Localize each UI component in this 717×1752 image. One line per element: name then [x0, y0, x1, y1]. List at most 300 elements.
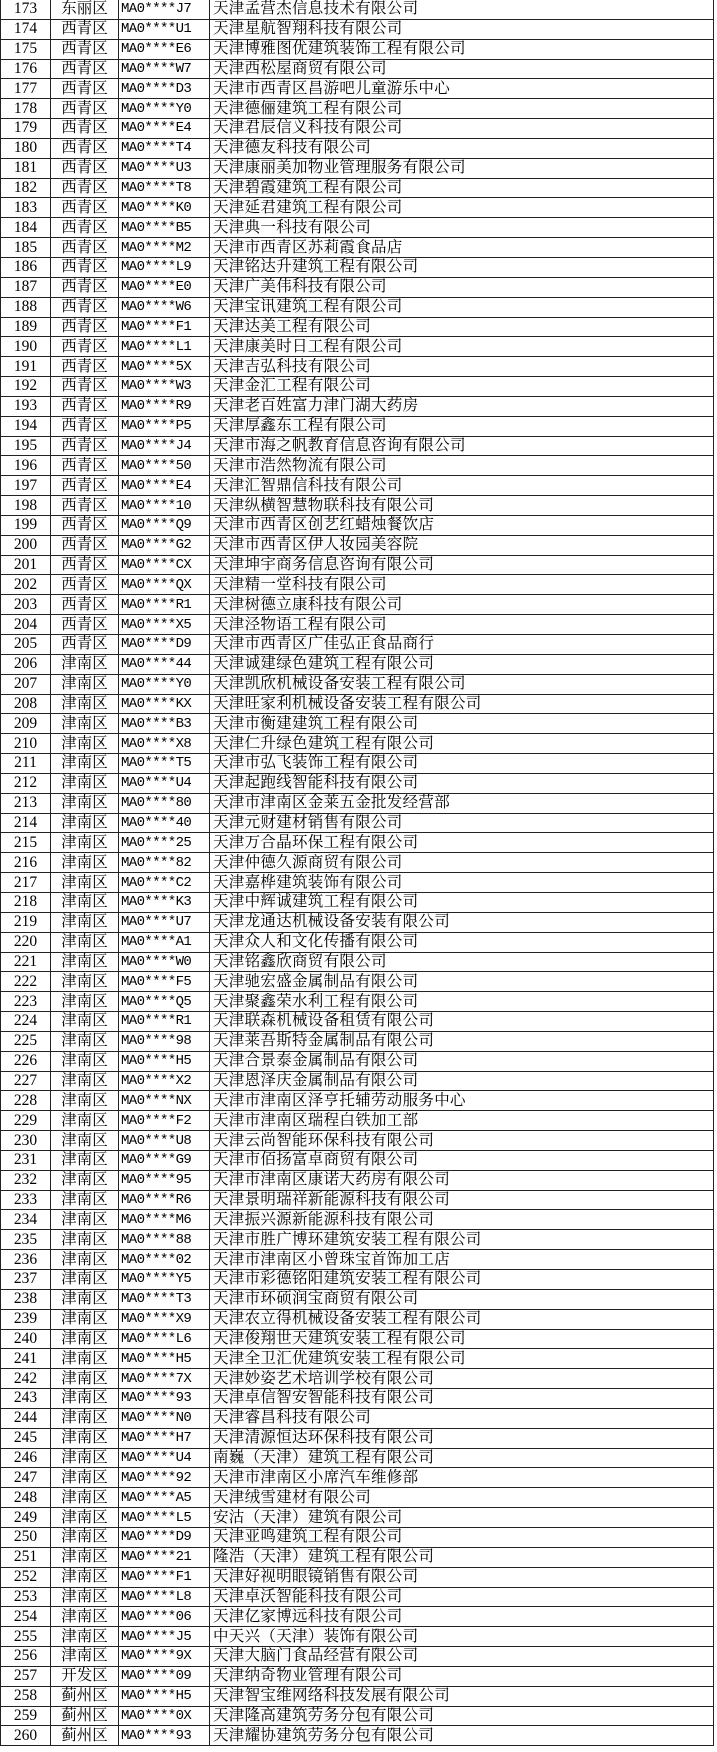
- district-cell: 西青区: [51, 257, 119, 277]
- district-cell: 东丽区: [51, 0, 119, 19]
- company-name-cell: 天津智宝维网络科技发展有限公司: [210, 1686, 714, 1706]
- table-row: [1, 1547, 714, 1567]
- table-row: [1, 1150, 714, 1170]
- credit-code-cell: MA0****T3: [119, 1289, 210, 1309]
- district-cell: 津南区: [51, 1270, 119, 1290]
- row-number-cell: 190: [1, 337, 51, 357]
- district-cell: 津南区: [51, 773, 119, 793]
- row-number-cell: 180: [1, 138, 51, 158]
- district-cell: 津南区: [51, 1349, 119, 1369]
- district-cell: 西青区: [51, 39, 119, 59]
- table-row: [1, 218, 714, 238]
- table-row: [1, 932, 714, 952]
- table-row: [1, 793, 714, 813]
- row-number-cell: 208: [1, 694, 51, 714]
- row-number-cell: 241: [1, 1349, 51, 1369]
- credit-code-cell: MA0****QX: [119, 575, 210, 595]
- company-name-cell: 天津元财建材销售有限公司: [210, 813, 714, 833]
- table-row: [1, 1527, 714, 1547]
- company-name-cell: 天津市西青区昌游吧儿童游乐中心: [210, 79, 714, 99]
- district-cell: 西青区: [51, 555, 119, 575]
- row-number-cell: 198: [1, 496, 51, 516]
- district-cell: 津南区: [51, 1647, 119, 1667]
- credit-code-cell: MA0****K3: [119, 892, 210, 912]
- credit-code-cell: MA0****Y0: [119, 99, 210, 119]
- table-row: [1, 337, 714, 357]
- row-number-cell: 201: [1, 555, 51, 575]
- row-number-cell: 186: [1, 257, 51, 277]
- row-number-cell: 227: [1, 1071, 51, 1091]
- row-number-cell: 246: [1, 1448, 51, 1468]
- row-number-cell: 203: [1, 595, 51, 615]
- table-row: [1, 754, 714, 774]
- district-cell: 西青区: [51, 436, 119, 456]
- row-number-cell: 184: [1, 218, 51, 238]
- company-name-cell: 天津德友科技有限公司: [210, 138, 714, 158]
- company-name-cell: 天津典一科技有限公司: [210, 218, 714, 238]
- row-number-cell: 197: [1, 476, 51, 496]
- district-cell: 津南区: [51, 1389, 119, 1409]
- row-number-cell: 232: [1, 1170, 51, 1190]
- credit-code-cell: MA0****F2: [119, 1111, 210, 1131]
- credit-code-cell: MA0****7X: [119, 1369, 210, 1389]
- table-row: [1, 1726, 714, 1746]
- table-row: [1, 357, 714, 377]
- table-row: [1, 1329, 714, 1349]
- company-name-cell: 天津市津南区康诺大药房有限公司: [210, 1170, 714, 1190]
- table-row: [1, 277, 714, 297]
- company-name-cell: 天津市西青区广佳弘正食品商行: [210, 635, 714, 655]
- credit-code-cell: MA0****50: [119, 456, 210, 476]
- row-number-cell: 182: [1, 178, 51, 198]
- credit-code-cell: MA0****U1: [119, 19, 210, 39]
- district-cell: 津南区: [51, 992, 119, 1012]
- credit-code-cell: MA0****80: [119, 793, 210, 813]
- credit-code-cell: MA0****X8: [119, 734, 210, 754]
- row-number-cell: 223: [1, 992, 51, 1012]
- company-name-cell: 南巍（天津）建筑工程有限公司: [210, 1448, 714, 1468]
- company-name-cell: 天津妙姿艺术培训学校有限公司: [210, 1369, 714, 1389]
- row-number-cell: 251: [1, 1547, 51, 1567]
- row-number-cell: 210: [1, 734, 51, 754]
- table-row: [1, 992, 714, 1012]
- table-row: [1, 1468, 714, 1488]
- row-number-cell: 242: [1, 1369, 51, 1389]
- credit-code-cell: MA0****09: [119, 1666, 210, 1686]
- district-cell: 西青区: [51, 595, 119, 615]
- row-number-cell: 207: [1, 674, 51, 694]
- table-row: [1, 654, 714, 674]
- company-name-cell: 天津市津南区小席汽车维修部: [210, 1468, 714, 1488]
- credit-code-cell: MA0****98: [119, 1031, 210, 1051]
- company-name-cell: 天津市衡建建筑工程有限公司: [210, 714, 714, 734]
- district-cell: 津南区: [51, 694, 119, 714]
- row-number-cell: 176: [1, 59, 51, 79]
- table-row: [1, 178, 714, 198]
- row-number-cell: 175: [1, 39, 51, 59]
- credit-code-cell: MA0****F1: [119, 317, 210, 337]
- credit-code-cell: MA0****W0: [119, 952, 210, 972]
- company-name-cell: 天津全卫汇优建筑安装工程有限公司: [210, 1349, 714, 1369]
- company-name-cell: 天津金汇工程有限公司: [210, 377, 714, 397]
- credit-code-cell: MA0****B5: [119, 218, 210, 238]
- company-name-cell: 天津仲德久源商贸有限公司: [210, 853, 714, 873]
- table-row: [1, 853, 714, 873]
- credit-code-cell: MA0****U7: [119, 912, 210, 932]
- table-row: [1, 79, 714, 99]
- company-name-cell: 中天兴（天津）装饰有限公司: [210, 1627, 714, 1647]
- row-number-cell: 178: [1, 99, 51, 119]
- row-number-cell: 213: [1, 793, 51, 813]
- credit-code-cell: MA0****X2: [119, 1071, 210, 1091]
- district-cell: 津南区: [51, 932, 119, 952]
- credit-code-cell: MA0****5X: [119, 357, 210, 377]
- credit-code-cell: MA0****X5: [119, 615, 210, 635]
- district-cell: 津南区: [51, 813, 119, 833]
- credit-code-cell: MA0****F1: [119, 1567, 210, 1587]
- table-row: [1, 714, 714, 734]
- credit-code-cell: MA0****A5: [119, 1488, 210, 1508]
- table-row: [1, 1627, 714, 1647]
- company-name-cell: 天津市佰扬富卓商贸有限公司: [210, 1150, 714, 1170]
- credit-code-cell: MA0****D9: [119, 635, 210, 655]
- credit-code-cell: MA0****L6: [119, 1329, 210, 1349]
- table-row: [1, 674, 714, 694]
- company-name-cell: 天津万合晶环保工程有限公司: [210, 833, 714, 853]
- credit-code-cell: MA0****M2: [119, 238, 210, 258]
- credit-code-cell: MA0****10: [119, 496, 210, 516]
- credit-code-cell: MA0****93: [119, 1726, 210, 1746]
- district-cell: 津南区: [51, 912, 119, 932]
- company-name-cell: 天津市津南区泽亨托辅劳动服务中心: [210, 1091, 714, 1111]
- credit-code-cell: MA0****W6: [119, 297, 210, 317]
- row-number-cell: 244: [1, 1408, 51, 1428]
- credit-code-cell: MA0****KX: [119, 694, 210, 714]
- district-cell: 津南区: [51, 1012, 119, 1032]
- credit-code-cell: MA0****82: [119, 853, 210, 873]
- row-number-cell: 234: [1, 1210, 51, 1230]
- district-cell: 津南区: [51, 1051, 119, 1071]
- company-name-cell: 天津西松屋商贸有限公司: [210, 59, 714, 79]
- row-number-cell: 238: [1, 1289, 51, 1309]
- row-number-cell: 195: [1, 436, 51, 456]
- table-row: [1, 1587, 714, 1607]
- table-row: [1, 813, 714, 833]
- row-number-cell: 192: [1, 377, 51, 397]
- district-cell: 津南区: [51, 1627, 119, 1647]
- row-number-cell: 229: [1, 1111, 51, 1131]
- credit-code-cell: MA0****X9: [119, 1309, 210, 1329]
- district-cell: 津南区: [51, 892, 119, 912]
- company-name-cell: 隆浩（天津）建筑工程有限公司: [210, 1547, 714, 1567]
- company-name-cell: 天津耀协建筑劳务分包有限公司: [210, 1726, 714, 1746]
- table-row: [1, 476, 714, 496]
- table-row: [1, 1270, 714, 1290]
- table-row: [1, 575, 714, 595]
- row-number-cell: 216: [1, 853, 51, 873]
- company-name-cell: 天津清源恒达环保科技有限公司: [210, 1428, 714, 1448]
- row-number-cell: 224: [1, 1012, 51, 1032]
- row-number-cell: 188: [1, 297, 51, 317]
- company-name-cell: 天津亿家博远科技有限公司: [210, 1607, 714, 1627]
- credit-code-cell: MA0****95: [119, 1170, 210, 1190]
- row-number-cell: 235: [1, 1230, 51, 1250]
- row-number-cell: 191: [1, 357, 51, 377]
- district-cell: 西青区: [51, 59, 119, 79]
- row-number-cell: 200: [1, 535, 51, 555]
- credit-code-cell: MA0****T5: [119, 754, 210, 774]
- company-name-cell: 天津星航智翔科技有限公司: [210, 19, 714, 39]
- table-row: [1, 873, 714, 893]
- district-cell: 津南区: [51, 1527, 119, 1547]
- table-row: [1, 257, 714, 277]
- district-cell: 津南区: [51, 1210, 119, 1230]
- company-name-cell: 天津仁升绿色建筑工程有限公司: [210, 734, 714, 754]
- table-row: [1, 396, 714, 416]
- district-cell: 津南区: [51, 714, 119, 734]
- credit-code-cell: MA0****M6: [119, 1210, 210, 1230]
- district-cell: 西青区: [51, 535, 119, 555]
- company-name-cell: 天津市弘飞装饰工程有限公司: [210, 754, 714, 774]
- table-row: [1, 119, 714, 139]
- credit-code-cell: MA0****J5: [119, 1627, 210, 1647]
- row-number-cell: 231: [1, 1150, 51, 1170]
- table-row: [1, 1666, 714, 1686]
- table-row: [1, 833, 714, 853]
- table-row: [1, 59, 714, 79]
- row-number-cell: 206: [1, 654, 51, 674]
- district-cell: 西青区: [51, 456, 119, 476]
- row-number-cell: 236: [1, 1250, 51, 1270]
- table-row: [1, 496, 714, 516]
- company-name-cell: 天津嘉桦建筑装饰有限公司: [210, 873, 714, 893]
- company-name-cell: 天津市彩德铭阳建筑安装工程有限公司: [210, 1270, 714, 1290]
- company-name-cell: 天津纵横智慧物联科技有限公司: [210, 496, 714, 516]
- district-cell: 西青区: [51, 357, 119, 377]
- company-name-cell: 天津驰宏盛金属制品有限公司: [210, 972, 714, 992]
- company-name-cell: 天津俊翔世天建筑安装工程有限公司: [210, 1329, 714, 1349]
- district-cell: 津南区: [51, 1408, 119, 1428]
- company-name-cell: 天津莱吾斯特金属制品有限公司: [210, 1031, 714, 1051]
- credit-code-cell: MA0****H5: [119, 1349, 210, 1369]
- district-cell: 津南区: [51, 1448, 119, 1468]
- table-row: [1, 1170, 714, 1190]
- district-cell: 西青区: [51, 635, 119, 655]
- row-number-cell: 250: [1, 1527, 51, 1547]
- company-name-cell: 天津市胜广博环建筑安装工程有限公司: [210, 1230, 714, 1250]
- table-row: [1, 1508, 714, 1528]
- row-number-cell: 233: [1, 1190, 51, 1210]
- table-row: [1, 912, 714, 932]
- district-cell: 津南区: [51, 1150, 119, 1170]
- row-number-cell: 199: [1, 515, 51, 535]
- row-number-cell: 177: [1, 79, 51, 99]
- district-cell: 津南区: [51, 1131, 119, 1151]
- row-number-cell: 173: [1, 0, 51, 19]
- credit-code-cell: MA0****CX: [119, 555, 210, 575]
- row-number-cell: 256: [1, 1647, 51, 1667]
- credit-code-cell: MA0****T4: [119, 138, 210, 158]
- credit-code-cell: MA0****Q5: [119, 992, 210, 1012]
- row-number-cell: 240: [1, 1329, 51, 1349]
- table-row: [1, 198, 714, 218]
- company-name-cell: 天津聚鑫荣水利工程有限公司: [210, 992, 714, 1012]
- company-name-cell: 天津铭鑫欣商贸有限公司: [210, 952, 714, 972]
- credit-code-cell: MA0****D9: [119, 1527, 210, 1547]
- row-number-cell: 243: [1, 1389, 51, 1409]
- credit-code-cell: MA0****R1: [119, 1012, 210, 1032]
- row-number-cell: 215: [1, 833, 51, 853]
- district-cell: 津南区: [51, 1289, 119, 1309]
- row-number-cell: 194: [1, 416, 51, 436]
- company-name-cell: 天津好视明眼镜销售有限公司: [210, 1567, 714, 1587]
- district-cell: 津南区: [51, 1250, 119, 1270]
- company-name-cell: 天津精一堂科技有限公司: [210, 575, 714, 595]
- district-cell: 西青区: [51, 615, 119, 635]
- district-cell: 开发区: [51, 1666, 119, 1686]
- row-number-cell: 248: [1, 1488, 51, 1508]
- credit-code-cell: MA0****E6: [119, 39, 210, 59]
- credit-code-cell: MA0****H7: [119, 1428, 210, 1448]
- district-cell: 西青区: [51, 476, 119, 496]
- row-number-cell: 260: [1, 1726, 51, 1746]
- row-number-cell: 252: [1, 1567, 51, 1587]
- row-number-cell: 258: [1, 1686, 51, 1706]
- credit-code-cell: MA0****H5: [119, 1686, 210, 1706]
- company-name-cell: 天津卓沃智能科技有限公司: [210, 1587, 714, 1607]
- company-name-cell: 天津孟营杰信息技术有限公司: [210, 0, 714, 19]
- row-number-cell: 196: [1, 456, 51, 476]
- row-number-cell: 202: [1, 575, 51, 595]
- credit-code-cell: MA0****G9: [119, 1150, 210, 1170]
- district-cell: 西青区: [51, 99, 119, 119]
- district-cell: 津南区: [51, 1567, 119, 1587]
- table-row: [1, 99, 714, 119]
- credit-code-cell: MA0****NX: [119, 1091, 210, 1111]
- table-row: [1, 972, 714, 992]
- credit-code-cell: MA0****J4: [119, 436, 210, 456]
- company-name-cell: 天津龙通达机械设备安装有限公司: [210, 912, 714, 932]
- company-name-cell: 天津德俪建筑工程有限公司: [210, 99, 714, 119]
- credit-code-cell: MA0****Y0: [119, 674, 210, 694]
- company-name-cell: 天津卓信智安智能科技有限公司: [210, 1389, 714, 1409]
- row-number-cell: 218: [1, 892, 51, 912]
- credit-code-cell: MA0****A1: [119, 932, 210, 952]
- table-row: [1, 1190, 714, 1210]
- company-name-cell: 天津农立得机械设备安装工程有限公司: [210, 1309, 714, 1329]
- company-name-cell: 天津康美时日工程有限公司: [210, 337, 714, 357]
- table-row: [1, 1369, 714, 1389]
- row-number-cell: 179: [1, 119, 51, 139]
- table-row: [1, 1706, 714, 1726]
- credit-code-cell: MA0****E4: [119, 119, 210, 139]
- credit-code-cell: MA0****R1: [119, 595, 210, 615]
- district-cell: 津南区: [51, 1091, 119, 1111]
- district-cell: 西青区: [51, 79, 119, 99]
- row-number-cell: 204: [1, 615, 51, 635]
- table-row: [1, 1230, 714, 1250]
- credit-code-cell: MA0****92: [119, 1468, 210, 1488]
- row-number-cell: 228: [1, 1091, 51, 1111]
- district-cell: 津南区: [51, 793, 119, 813]
- row-number-cell: 174: [1, 19, 51, 39]
- district-cell: 蓟州区: [51, 1726, 119, 1746]
- company-name-cell: 天津延君建筑工程有限公司: [210, 198, 714, 218]
- company-name-cell: 天津市西青区伊人妆园美容院: [210, 535, 714, 555]
- company-name-cell: 天津绒雪建材有限公司: [210, 1488, 714, 1508]
- district-cell: 津南区: [51, 1468, 119, 1488]
- district-cell: 津南区: [51, 853, 119, 873]
- district-cell: 津南区: [51, 654, 119, 674]
- district-cell: 西青区: [51, 218, 119, 238]
- company-name-cell: 天津市环硕润宝商贸有限公司: [210, 1289, 714, 1309]
- company-name-cell: 天津坤宇商务信息咨询有限公司: [210, 555, 714, 575]
- district-cell: 西青区: [51, 515, 119, 535]
- table-row: [1, 1309, 714, 1329]
- district-cell: 西青区: [51, 238, 119, 258]
- credit-code-cell: MA0****W7: [119, 59, 210, 79]
- district-cell: 津南区: [51, 1428, 119, 1448]
- company-name-cell: 天津大脑门食品经营有限公司: [210, 1647, 714, 1667]
- table-row: [1, 555, 714, 575]
- table-row: [1, 1091, 714, 1111]
- credit-code-cell: MA0****U4: [119, 1448, 210, 1468]
- district-cell: 津南区: [51, 1547, 119, 1567]
- company-name-cell: 天津亚鸣建筑工程有限公司: [210, 1527, 714, 1547]
- table-row: [1, 1607, 714, 1627]
- table-row: [1, 416, 714, 436]
- table-row: [1, 456, 714, 476]
- table-row: [1, 317, 714, 337]
- table-row: [1, 1428, 714, 1448]
- company-name-cell: 天津康丽美加物业管理服务有限公司: [210, 158, 714, 178]
- company-name-cell: 天津汇智鼎信科技有限公司: [210, 476, 714, 496]
- table-row: [1, 1647, 714, 1667]
- district-cell: 西青区: [51, 277, 119, 297]
- company-name-cell: 天津市津南区瑞程白铁加工部: [210, 1111, 714, 1131]
- table-row: [1, 297, 714, 317]
- table-row: [1, 1250, 714, 1270]
- district-cell: 津南区: [51, 1190, 119, 1210]
- district-cell: 津南区: [51, 1230, 119, 1250]
- district-cell: 津南区: [51, 1607, 119, 1627]
- row-number-cell: 249: [1, 1508, 51, 1528]
- table-row: [1, 19, 714, 39]
- district-cell: 西青区: [51, 158, 119, 178]
- row-number-cell: 254: [1, 1607, 51, 1627]
- district-cell: 西青区: [51, 297, 119, 317]
- credit-code-cell: MA0****Y5: [119, 1270, 210, 1290]
- district-cell: 蓟州区: [51, 1706, 119, 1726]
- credit-code-cell: MA0****N0: [119, 1408, 210, 1428]
- row-number-cell: 187: [1, 277, 51, 297]
- district-cell: 西青区: [51, 19, 119, 39]
- row-number-cell: 226: [1, 1051, 51, 1071]
- table-row: [1, 39, 714, 59]
- district-cell: 津南区: [51, 972, 119, 992]
- company-name-cell: 天津广美伟科技有限公司: [210, 277, 714, 297]
- company-name-cell: 天津旺家利机械设备安装工程有限公司: [210, 694, 714, 714]
- table-row: [1, 1031, 714, 1051]
- credit-code-cell: MA0****44: [119, 654, 210, 674]
- row-number-cell: 253: [1, 1587, 51, 1607]
- table-row: [1, 1012, 714, 1032]
- district-cell: 西青区: [51, 337, 119, 357]
- credit-code-cell: MA0****R9: [119, 396, 210, 416]
- table-row: [1, 158, 714, 178]
- credit-code-cell: MA0****Q9: [119, 515, 210, 535]
- row-number-cell: 221: [1, 952, 51, 972]
